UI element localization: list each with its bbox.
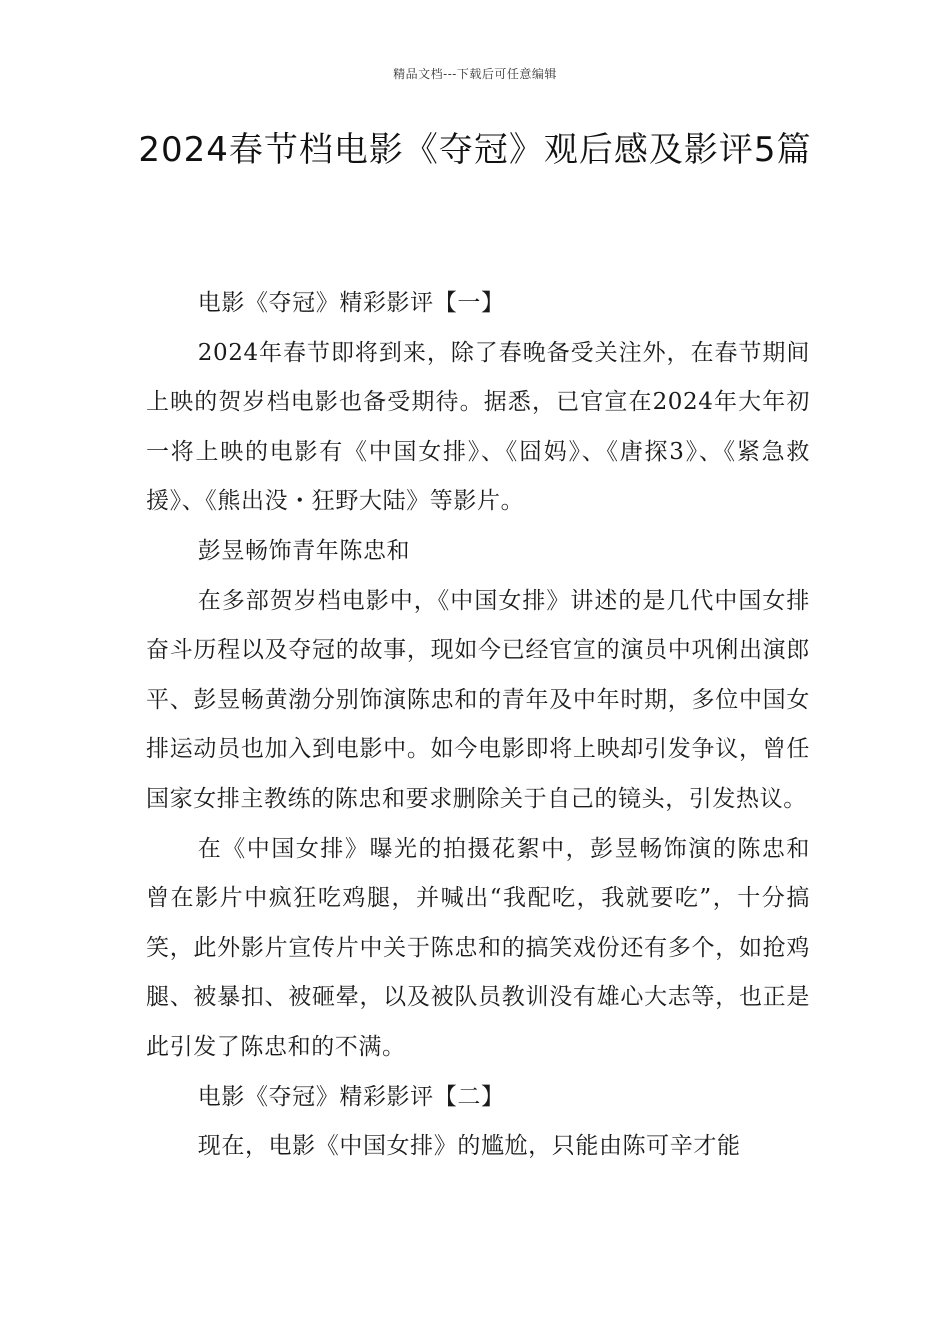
- paragraph: 在《中国女排》曝光的拍摄花絮中，彭昱畅饰演的陈忠和曾在影片中疯狂吃鸡腿，并喊出“我配吃，我就要吃”，十分搞笑，此外影片宣传片中关于陈忠和的搞笑戏份还有多个，如抢鸡腿、被暴扣、被砸晕，以及被队员教训没有雄心大志等，也正是此引发了陈忠和的不满。: [146, 835, 810, 1060]
- paragraph: 在多部贺岁档电影中，《中国女排》讲述的是几代中国女排奋斗历程以及夺冠的故事，现如今已经官宣的演员中巩俐出演郎平、彭昱畅黄渤分别饰演陈忠和的青年及中年时期，多位中国女排运动员也加入到电影中。如今电影即将上映却引发争议，曾任国家女排主教练的陈忠和要求删除关于自己的镜头，引发热议。: [146, 587, 810, 812]
- document-body: [146, 279, 810, 1172]
- paragraph: 2024年春节即将到来，除了春晚备受关注外，在春节期间上映的贺岁档电影也备受期待。据悉，已官宣在2024年大年初一将上映的电影有《中国女排》、《囧妈》、《唐探3》、《紧急救援》、《熊出没・狂野大陆》等影片。: [146, 339, 810, 515]
- paragraph: 现在，电影《中国女排》的尴尬，只能由陈可辛才能: [197, 1133, 741, 1160]
- section-heading-2: 电影《夺冠》精彩影评【二】: [197, 1083, 505, 1110]
- paragraph: 彭昱畅饰青年陈忠和: [197, 537, 411, 564]
- document-title: 2024春节档电影《夺冠》观后感及影评5篇: [138, 130, 812, 170]
- section-heading-1: 电影《夺冠》精彩影评【一】: [197, 290, 505, 316]
- header-note: 精品文档---下载后可任意编辑: [393, 67, 557, 81]
